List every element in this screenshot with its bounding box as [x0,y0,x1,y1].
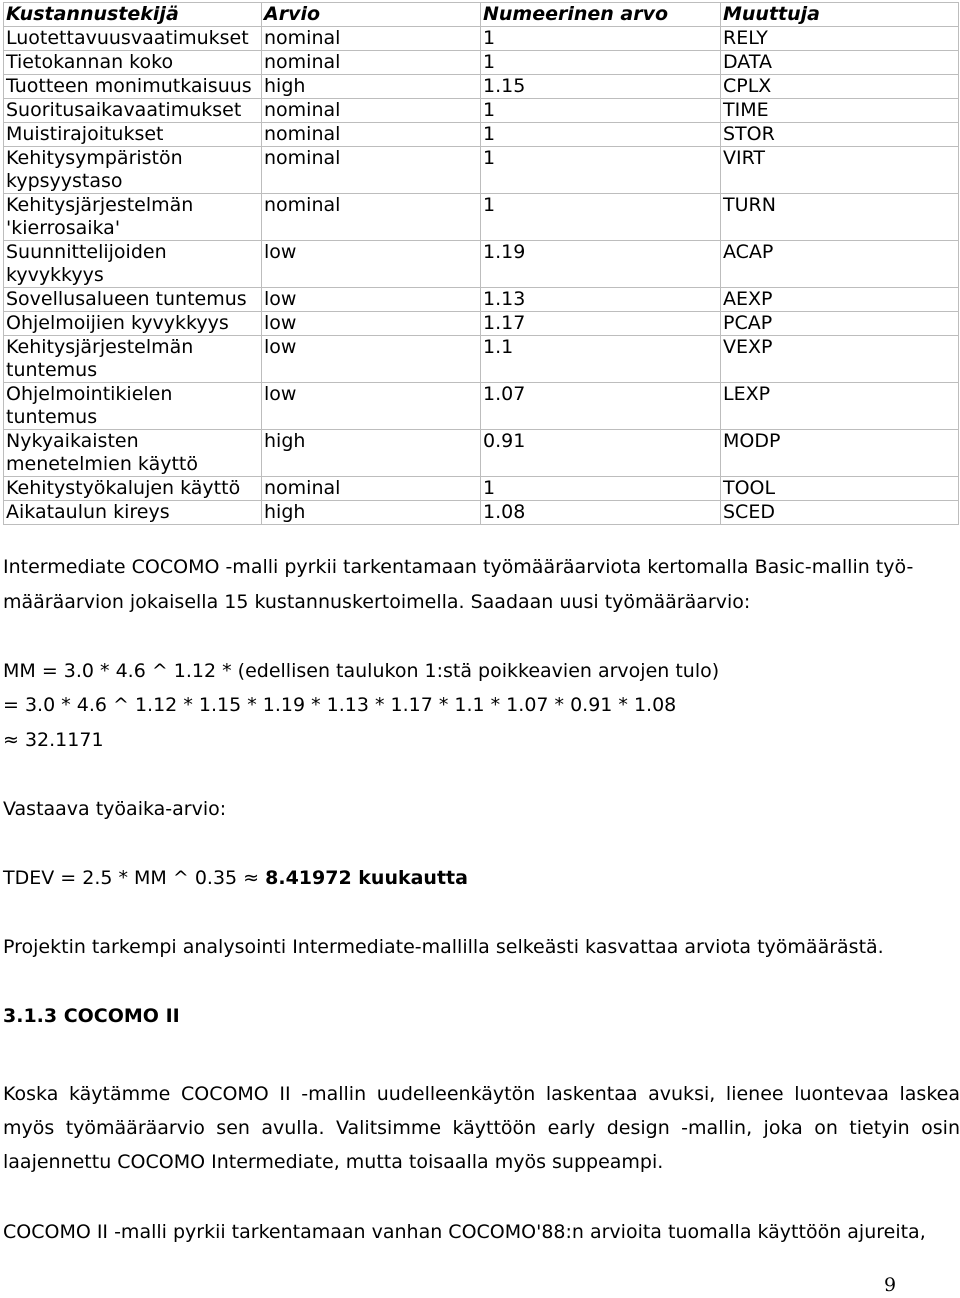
factor-name-cell: Sovellusalueen tuntemus [4,288,262,312]
rating-cell: nominal [262,99,481,123]
cost-factor-table [3,2,959,525]
rating-cell: nominal [262,51,481,75]
table-header-row [4,3,959,27]
factor-name-cell: Nykyaikaisten menetelmien käyttö [4,430,262,477]
numeric-value-cell: 1 [481,477,721,501]
mm-expanded: = 3.0 * 4.6 ^ 1.12 * 1.15 * 1.19 * 1.13 * 1.17 * 1.1 * 1.07 * 0.91 * 1.08 [3,694,677,716]
variable-cell: LEXP [721,383,959,430]
table-row [4,430,959,477]
rating-cell: low [262,288,481,312]
rating-cell: nominal [262,477,481,501]
rating-cell: high [262,501,481,525]
variable-cell: DATA [721,51,959,75]
table-row [4,312,959,336]
rating-cell: nominal [262,27,481,51]
rating-cell: nominal [262,147,481,194]
column-header: Kustannustekijä [4,3,262,27]
table-row [4,123,959,147]
factor-name-cell: Suunnittelijoiden kyvykkyys [4,241,262,288]
numeric-value-cell: 1.07 [481,383,721,430]
variable-cell: TIME [721,99,959,123]
factor-name-cell: Tuotteen monimutkaisuus [4,75,262,99]
factor-name-cell: Kehitysjärjestelmän tuntemus [4,336,262,383]
factor-name-cell: Aikataulun kireys [4,501,262,525]
numeric-value-cell: 1 [481,99,721,123]
variable-cell: CPLX [721,75,959,99]
column-header: Arvio [262,3,481,27]
column-header: Muuttuja [721,3,959,27]
variable-cell: VEXP [721,336,959,383]
rating-cell: low [262,336,481,383]
conclusion: Projektin tarkempi analysointi Intermediate-mallilla selkeästi kasvattaa arviota työmäärästä. [3,936,884,958]
variable-cell: TURN [721,194,959,241]
column-header: Numeerinen arvo [481,3,721,27]
page-number: 9 [884,1274,897,1296]
intro-line-1: Intermediate COCOMO -malli pyrkii tarkentamaan työmääräarviota kertomalla Basic-mallin työ- [3,556,914,578]
factor-name-cell: Kehitysjärjestelmän 'kierrosaika' [4,194,262,241]
rating-cell: nominal [262,194,481,241]
factor-name-cell: Muistirajoitukset [4,123,262,147]
cocomo2-last-line: COCOMO II -malli pyrkii tarkentamaan vanhan COCOMO'88:n arvioita tuomalla käyttöön ajureita, [3,1221,926,1243]
variable-cell: PCAP [721,312,959,336]
intro-line-2: määräarvion jokaisella 15 kustannuskertoimella. Saadaan uusi työmääräarvio: [3,591,751,613]
factor-name-cell: Kehitystyökalujen käyttö [4,477,262,501]
tdev-formula: TDEV = 2.5 * MM ^ 0.35 ≈ [3,867,266,889]
rating-cell: low [262,383,481,430]
variable-cell: TOOL [721,477,959,501]
table-row [4,383,959,430]
numeric-value-cell: 1 [481,51,721,75]
tdev-intro: Vastaava työaika-arvio: [3,798,227,820]
table-row [4,51,959,75]
table-row [4,288,959,312]
numeric-value-cell: 1 [481,123,721,147]
numeric-value-cell: 1.1 [481,336,721,383]
table-row [4,336,959,383]
numeric-value-cell: 1.17 [481,312,721,336]
numeric-value-cell: 1.19 [481,241,721,288]
numeric-value-cell: 0.91 [481,430,721,477]
tdev-result: 8.41972 kuukautta [265,867,468,889]
numeric-value-cell: 1.08 [481,501,721,525]
table-row [4,75,959,99]
variable-cell: VIRT [721,147,959,194]
mm-result: ≈ 32.1171 [3,729,104,751]
rating-cell: nominal [262,123,481,147]
factor-name-cell: Luotettavuusvaatimukset [4,27,262,51]
table-row [4,501,959,525]
table-row [4,194,959,241]
variable-cell: RELY [721,27,959,51]
cocomo2-paragraph: Koska käytämme COCOMO II -mallin uudelleenkäytön laskentaa avuksi, lienee luontevaa laskea myös työmääräarvio sen avulla. Valitsimme käyttöön early design -mallin, joka on tietyin osin laajennettu COCOMO Intermediate, mutta toisaalla myös suppeampi. [3,1083,960,1173]
table-row [4,147,959,194]
factor-name-cell: Kehitysympäristön kypsyystaso [4,147,262,194]
table-row [4,241,959,288]
numeric-value-cell: 1 [481,27,721,51]
rating-cell: low [262,312,481,336]
rating-cell: high [262,430,481,477]
factor-name-cell: Tietokannan koko [4,51,262,75]
table-row [4,27,959,51]
table-row [4,477,959,501]
numeric-value-cell: 1 [481,194,721,241]
rating-cell: high [262,75,481,99]
section-heading: 3.1.3 COCOMO II [3,1005,180,1027]
tdev-line [3,861,468,895]
factor-name-cell: Ohjelmoijien kyvykkyys [4,312,262,336]
variable-cell: AEXP [721,288,959,312]
variable-cell: STOR [721,123,959,147]
numeric-value-cell: 1 [481,147,721,194]
numeric-value-cell: 1.13 [481,288,721,312]
variable-cell: SCED [721,501,959,525]
variable-cell: MODP [721,430,959,477]
table-row [4,99,959,123]
numeric-value-cell: 1.15 [481,75,721,99]
mm-formula: MM = 3.0 * 4.6 ^ 1.12 * (edellisen taulukon 1:stä poikkeavien arvojen tulo) [3,660,720,682]
rating-cell: low [262,241,481,288]
factor-name-cell: Ohjelmointikielen tuntemus [4,383,262,430]
factor-name-cell: Suoritusaikavaatimukset [4,99,262,123]
variable-cell: ACAP [721,241,959,288]
